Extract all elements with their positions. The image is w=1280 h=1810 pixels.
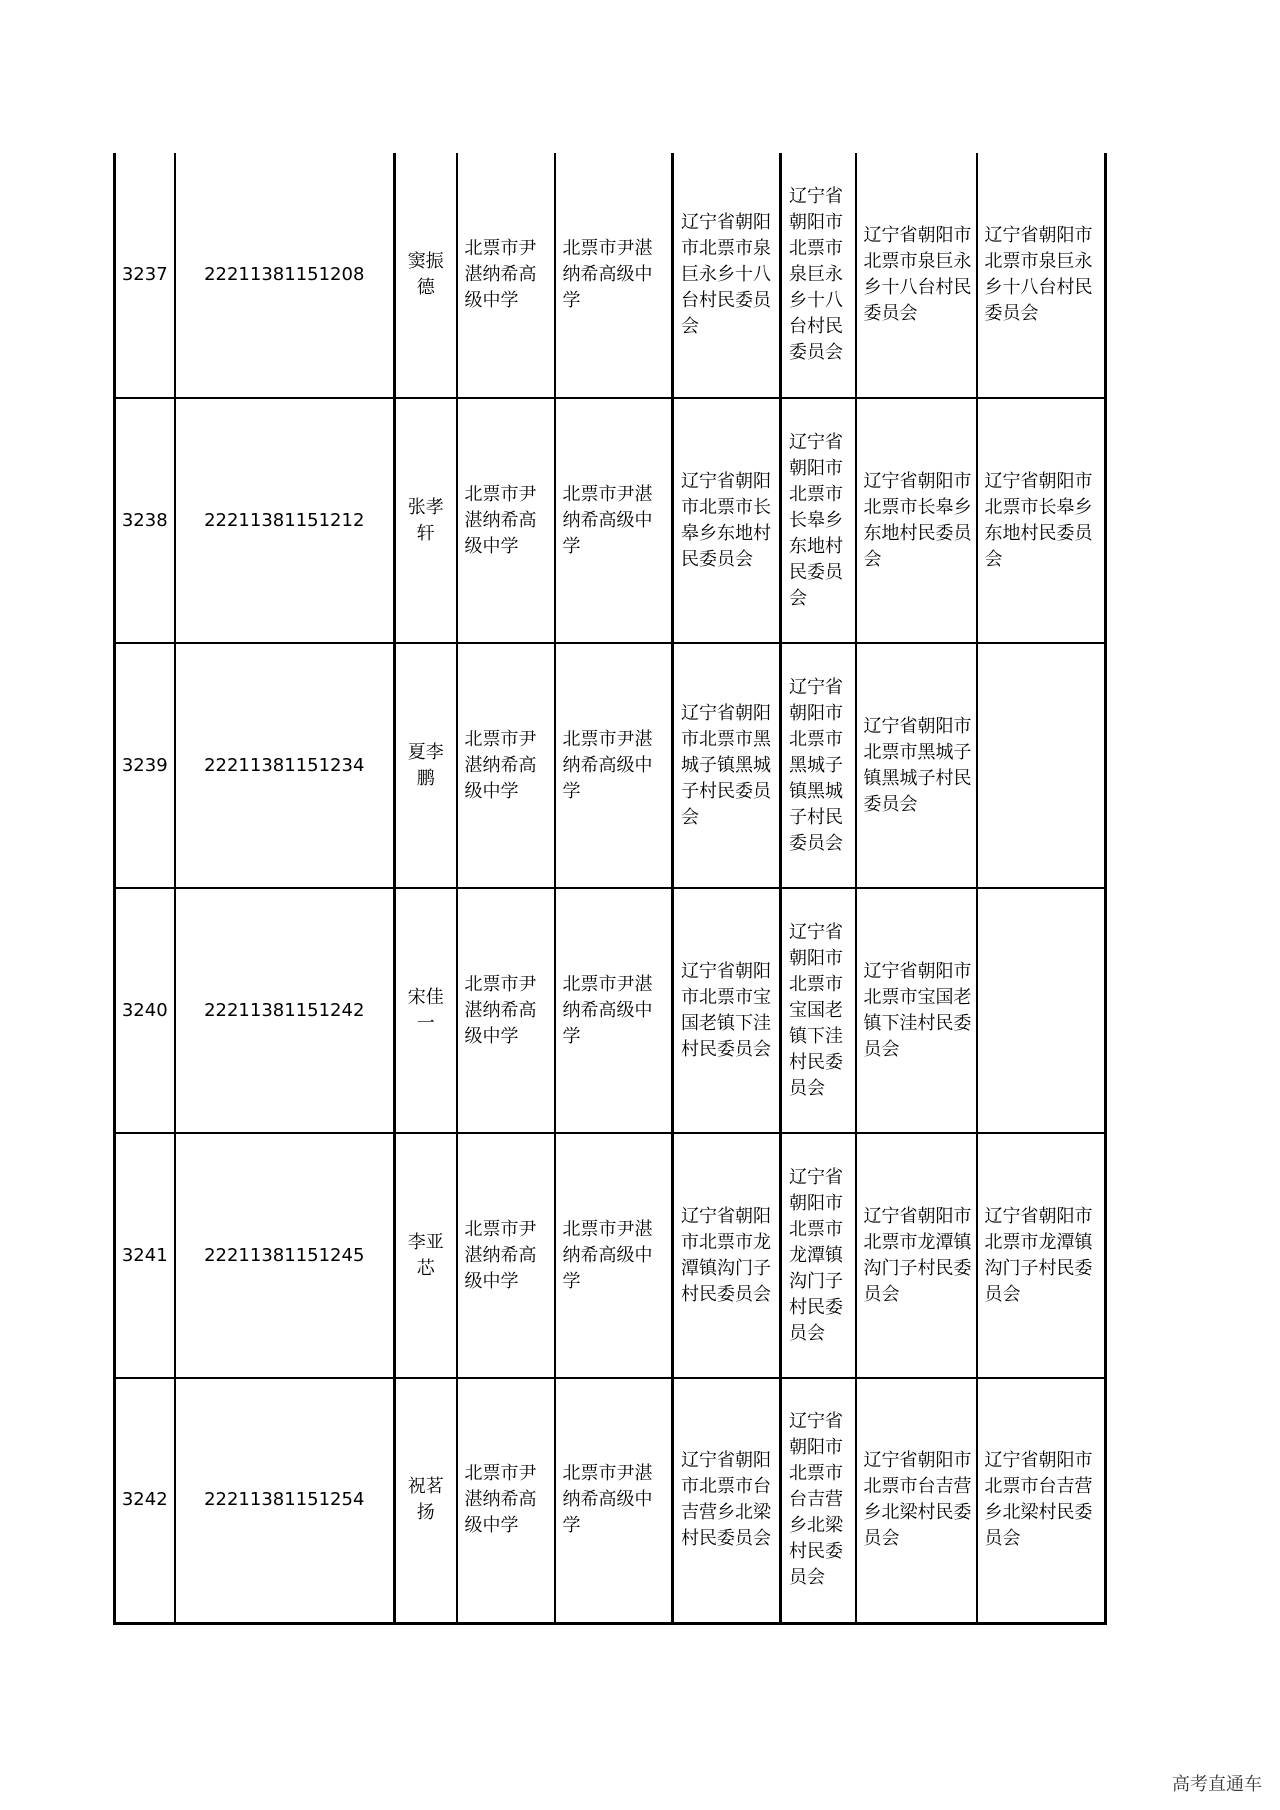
cell-address-4: 辽宁省朝阳市北票市台吉营乡北梁村民委员会 [977, 1378, 1106, 1623]
cell-exam-id: 22211381151208 [175, 153, 395, 398]
cell-seq: 3242 [115, 1378, 175, 1623]
cell-address-1: 辽宁省朝阳市北票市龙潭镇沟门子村民委员会 [673, 1133, 781, 1378]
cell-address-1: 辽宁省朝阳市北票市台吉营乡北梁村民委员会 [673, 1378, 781, 1623]
cell-student-name: 窦振德 [395, 153, 457, 398]
table-row [115, 1378, 1106, 1623]
cell-address-3: 辽宁省朝阳市北票市黑城子镇黑城子村民委员会 [856, 643, 977, 888]
table-row [115, 643, 1106, 888]
cell-address-2: 辽宁省朝阳市北票市台吉营乡北梁村民委员会 [781, 1378, 856, 1623]
cell-seq: 3239 [115, 643, 175, 888]
cell-school: 北票市尹湛纳希高级中学 [457, 1378, 555, 1623]
cell-exam-id: 22211381151245 [175, 1133, 395, 1378]
cell-address-1: 辽宁省朝阳市北票市泉巨永乡十八台村民委员会 [673, 153, 781, 398]
cell-address-4: 辽宁省朝阳市北票市长皋乡东地村民委员会 [977, 398, 1106, 643]
roster-table [113, 153, 1107, 1625]
cell-address-2: 辽宁省朝阳市北票市龙潭镇沟门子村民委员会 [781, 1133, 856, 1378]
cell-school: 北票市尹湛纳希高级中学 [457, 888, 555, 1133]
cell-unit: 北票市尹湛纳希高级中学 [555, 1133, 673, 1378]
cell-unit: 北票市尹湛纳希高级中学 [555, 888, 673, 1133]
cell-seq: 3241 [115, 1133, 175, 1378]
cell-student-name: 张孝轩 [395, 398, 457, 643]
cell-seq: 3238 [115, 398, 175, 643]
cell-student-name: 李亚芯 [395, 1133, 457, 1378]
cell-address-4: 辽宁省朝阳市北票市泉巨永乡十八台村民委员会 [977, 153, 1106, 398]
cell-address-1: 辽宁省朝阳市北票市宝国老镇下洼村民委员会 [673, 888, 781, 1133]
cell-address-4: 辽宁省朝阳市北票市龙潭镇沟门子村民委员会 [977, 1133, 1106, 1378]
cell-address-2: 辽宁省朝阳市北票市长皋乡东地村民委员会 [781, 398, 856, 643]
cell-address-1: 辽宁省朝阳市北票市长皋乡东地村民委员会 [673, 398, 781, 643]
table-row [115, 888, 1106, 1133]
cell-school: 北票市尹湛纳希高级中学 [457, 1133, 555, 1378]
roster-table-body [115, 153, 1106, 1623]
cell-address-4 [977, 888, 1106, 1133]
table-row [115, 398, 1106, 643]
table-row [115, 1133, 1106, 1378]
cell-exam-id: 22211381151242 [175, 888, 395, 1133]
cell-address-3: 辽宁省朝阳市北票市宝国老镇下洼村民委员会 [856, 888, 977, 1133]
cell-student-name: 夏李鹏 [395, 643, 457, 888]
cell-address-1: 辽宁省朝阳市北票市黑城子镇黑城子村民委员会 [673, 643, 781, 888]
cell-school: 北票市尹湛纳希高级中学 [457, 153, 555, 398]
cell-unit: 北票市尹湛纳希高级中学 [555, 1378, 673, 1623]
cell-address-2: 辽宁省朝阳市北票市泉巨永乡十八台村民委员会 [781, 153, 856, 398]
cell-address-3: 辽宁省朝阳市北票市台吉营乡北梁村民委员会 [856, 1378, 977, 1623]
cell-address-4 [977, 643, 1106, 888]
cell-address-2: 辽宁省朝阳市北票市黑城子镇黑城子村民委员会 [781, 643, 856, 888]
cell-seq: 3240 [115, 888, 175, 1133]
cell-address-3: 辽宁省朝阳市北票市泉巨永乡十八台村民委员会 [856, 153, 977, 398]
cell-address-2: 辽宁省朝阳市北票市宝国老镇下洼村民委员会 [781, 888, 856, 1133]
cell-exam-id: 22211381151234 [175, 643, 395, 888]
cell-exam-id: 22211381151254 [175, 1378, 395, 1623]
cell-unit: 北票市尹湛纳希高级中学 [555, 643, 673, 888]
footer-brand-text: 高考直通车 [1172, 1774, 1262, 1795]
cell-school: 北票市尹湛纳希高级中学 [457, 643, 555, 888]
cell-seq: 3237 [115, 153, 175, 398]
table-row [115, 153, 1106, 398]
cell-student-name: 祝茗扬 [395, 1378, 457, 1623]
cell-exam-id: 22211381151212 [175, 398, 395, 643]
cell-unit: 北票市尹湛纳希高级中学 [555, 398, 673, 643]
cell-unit: 北票市尹湛纳希高级中学 [555, 153, 673, 398]
cell-school: 北票市尹湛纳希高级中学 [457, 398, 555, 643]
cell-student-name: 宋佳一 [395, 888, 457, 1133]
cell-address-3: 辽宁省朝阳市北票市长皋乡东地村民委员会 [856, 398, 977, 643]
cell-address-3: 辽宁省朝阳市北票市龙潭镇沟门子村民委员会 [856, 1133, 977, 1378]
